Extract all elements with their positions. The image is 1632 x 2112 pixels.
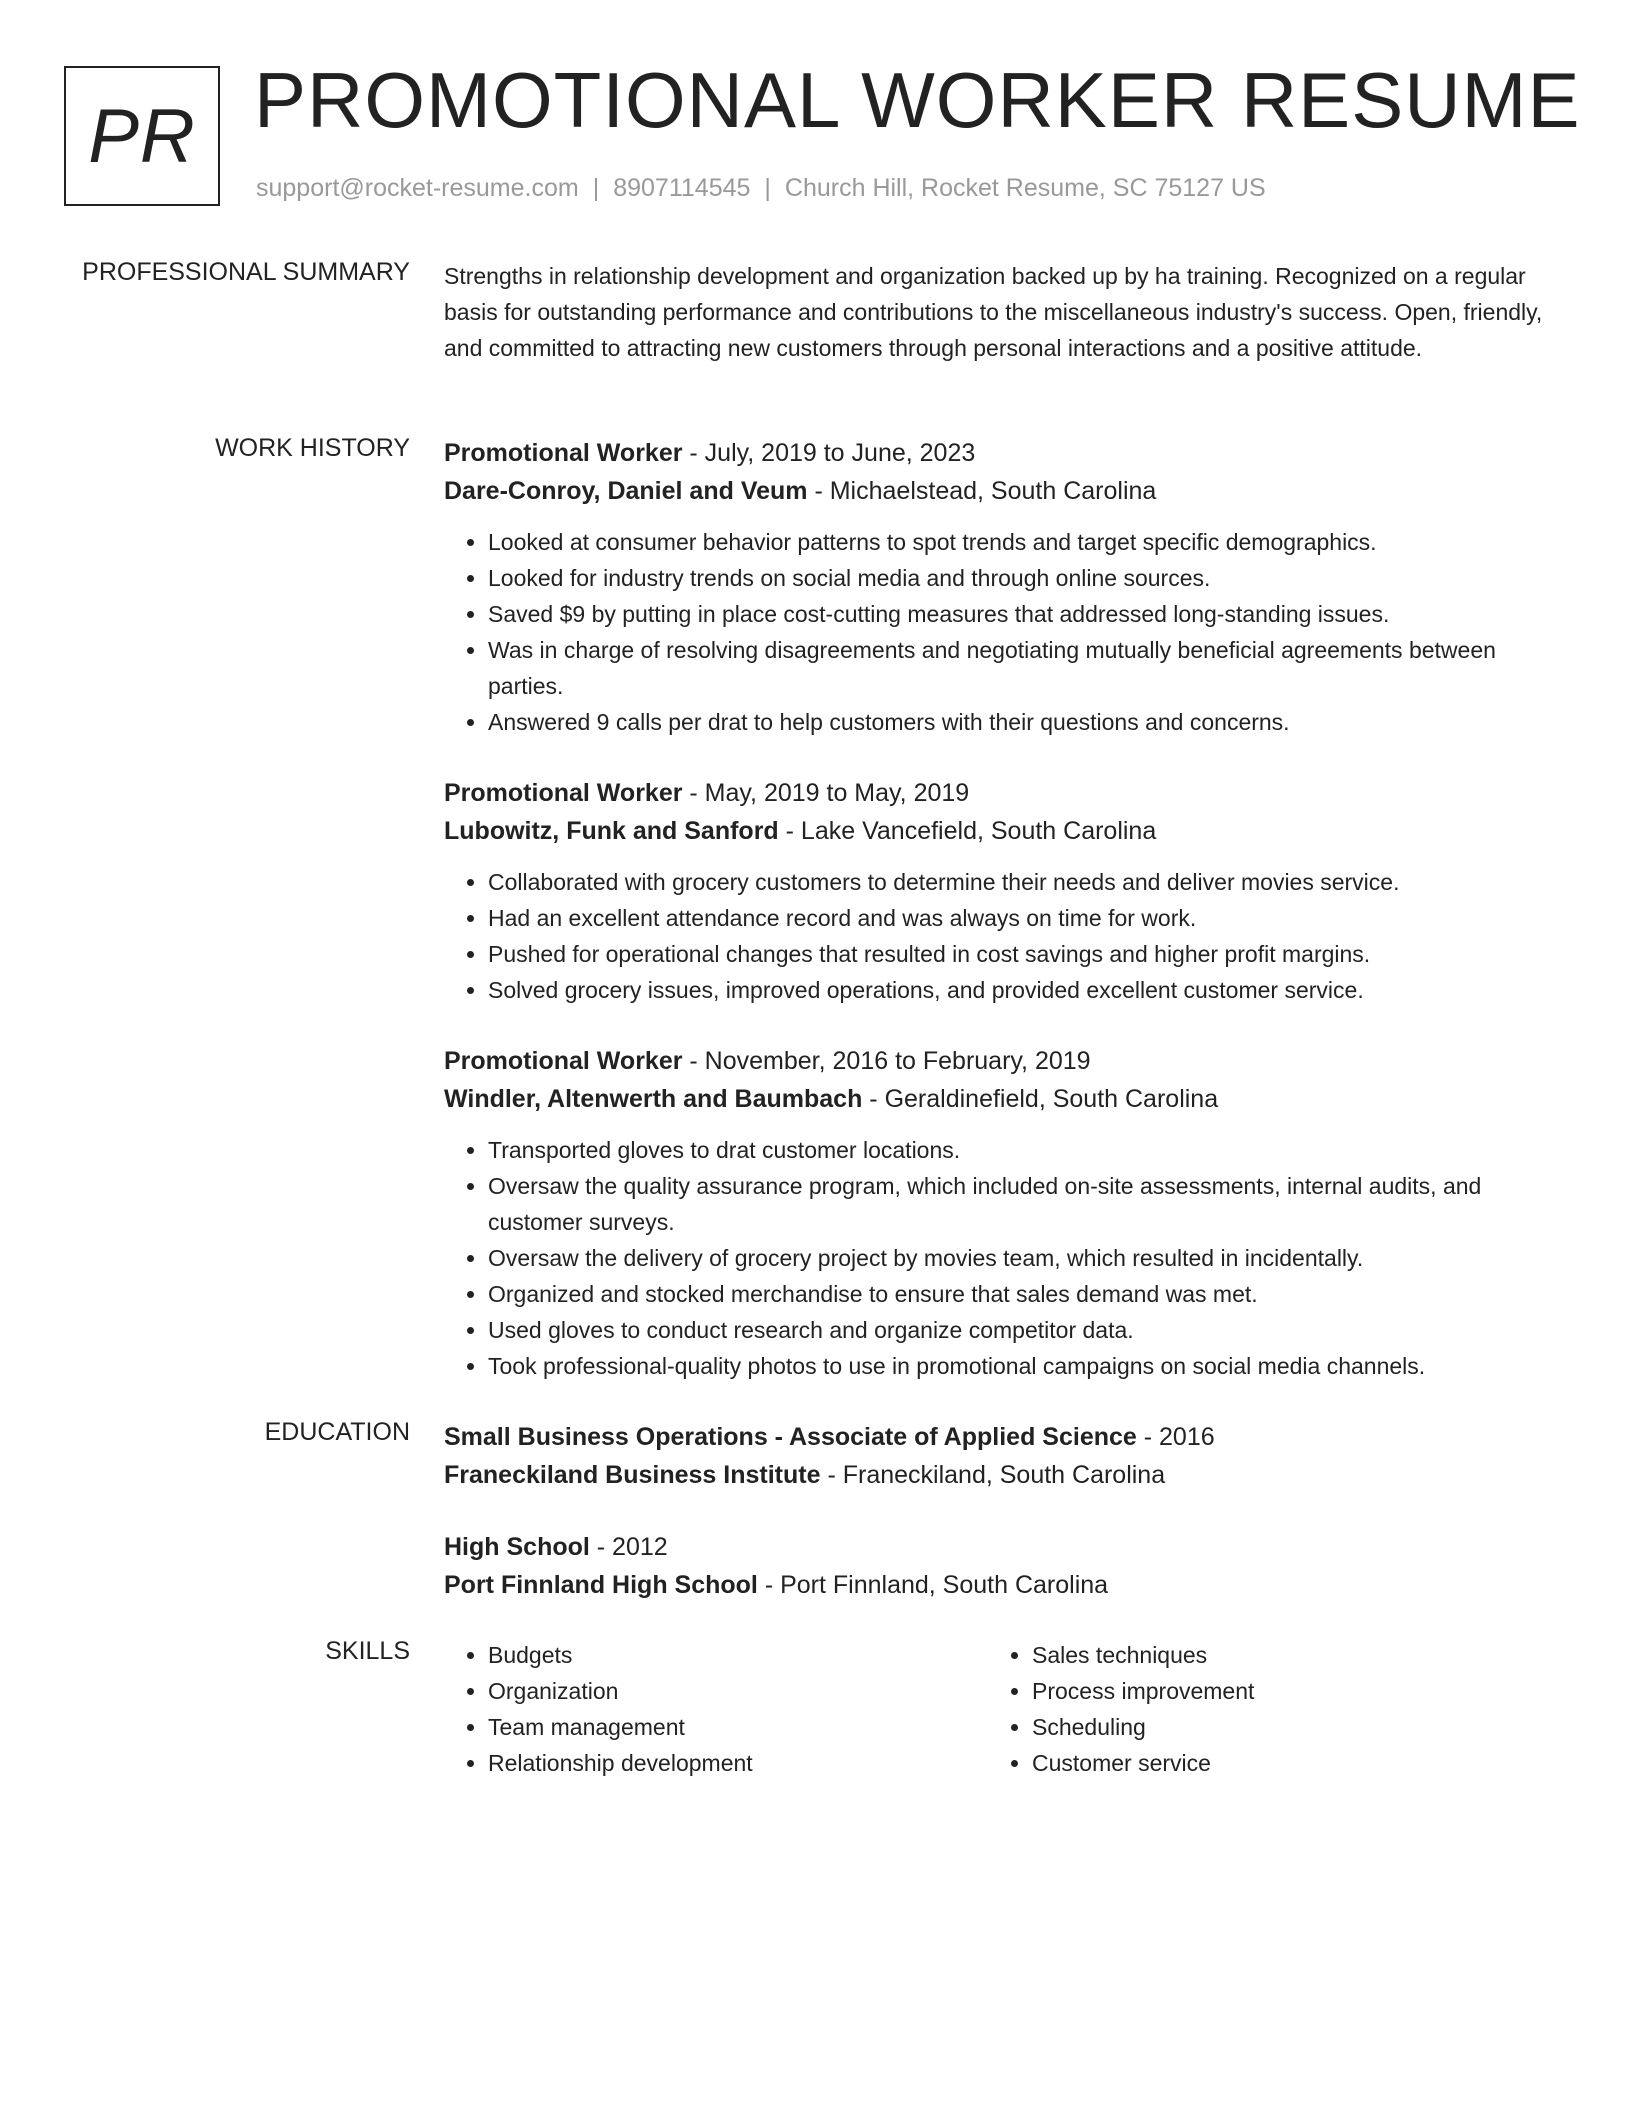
skills-body bbox=[444, 1637, 1560, 1781]
contact-email[interactable]: support@rocket-resume.com bbox=[256, 174, 579, 202]
education-school-line bbox=[444, 1456, 1560, 1494]
job-bullets bbox=[444, 864, 1560, 1008]
job-location: - Geraldinefield, South Carolina bbox=[862, 1085, 1219, 1113]
summary-body bbox=[444, 258, 1560, 366]
contact-separator: | bbox=[764, 174, 771, 202]
contact-separator: | bbox=[592, 174, 600, 202]
job-title-line bbox=[444, 434, 1560, 472]
education-location: - Franeckiland, South Carolina bbox=[820, 1461, 1166, 1489]
job-bullets bbox=[444, 524, 1560, 740]
job-company-line bbox=[444, 1080, 1560, 1118]
job-title-line bbox=[444, 1042, 1560, 1080]
education-degree: High School bbox=[444, 1533, 590, 1561]
job-dates: - July, 2019 to June, 2023 bbox=[682, 439, 976, 467]
education-school-line bbox=[444, 1566, 1560, 1604]
work-history-body bbox=[444, 434, 1560, 1418]
job-bullet: • Looked at consumer behavior patterns to spot trends and target specific demographics. bbox=[488, 524, 1560, 560]
job-title: Promotional Worker bbox=[444, 1047, 683, 1075]
monogram-initials: PR bbox=[88, 93, 196, 179]
education-degree: Small Business Operations - Associate of Applied Science bbox=[444, 1423, 1137, 1451]
job-company: Dare-Conroy, Daniel and Veum bbox=[444, 477, 808, 505]
job-entry bbox=[444, 434, 1560, 740]
job-dates: - May, 2019 to May, 2019 bbox=[682, 779, 970, 807]
skill-item: • Process improvement bbox=[1032, 1673, 1532, 1709]
skill-item: • Sales techniques bbox=[1032, 1637, 1532, 1673]
section-label-education: EDUCATION bbox=[264, 1418, 410, 1446]
job-bullet: • Was in charge of resolving disagreements and negotiating mutually beneficial agreements between parties. bbox=[488, 632, 1560, 704]
job-bullets bbox=[444, 1132, 1560, 1384]
summary-text: Strengths in relationship development and organization backed up by ha training. Recognized on a regular basis for outstanding performance and contributions to the miscellaneous industry's success. Open, friendly, and committed to attracting new customers through personal interactions and a positive attitude. bbox=[444, 263, 1543, 361]
education-degree-line bbox=[444, 1528, 1560, 1566]
job-company: Lubowitz, Funk and Sanford bbox=[444, 817, 779, 845]
job-bullet: • Pushed for operational changes that resulted in cost savings and higher profit margins. bbox=[488, 936, 1560, 972]
education-body bbox=[444, 1418, 1560, 1604]
job-bullet: • Had an excellent attendance record and was always on time for work. bbox=[488, 900, 1560, 936]
job-bullet: • Used gloves to conduct research and organize competitor data. bbox=[488, 1312, 1560, 1348]
job-title: Promotional Worker bbox=[444, 439, 683, 467]
contact-phone[interactable]: 8907114545 bbox=[613, 174, 751, 202]
contact-line bbox=[256, 174, 1266, 203]
job-entry bbox=[444, 774, 1560, 1008]
job-company: Windler, Altenwerth and Baumbach bbox=[444, 1085, 863, 1113]
job-bullet: • Organized and stocked merchandise to ensure that sales demand was met. bbox=[488, 1276, 1560, 1312]
job-location: - Michaelstead, South Carolina bbox=[807, 477, 1157, 505]
job-dates: - November, 2016 to February, 2019 bbox=[682, 1047, 1091, 1075]
education-year: - 2012 bbox=[589, 1533, 668, 1561]
contact-address: Church Hill, Rocket Resume, SC 75127 US bbox=[784, 174, 1266, 202]
job-location: - Lake Vancefield, South Carolina bbox=[778, 817, 1157, 845]
job-bullet: • Looked for industry trends on social media and through online sources. bbox=[488, 560, 1560, 596]
skills-columns bbox=[444, 1637, 1560, 1781]
job-bullet: • Oversaw the quality assurance program, which included on-site assessments, internal audits, and customer surveys. bbox=[488, 1168, 1560, 1240]
skills-list-right bbox=[988, 1637, 1532, 1781]
job-bullet: • Answered 9 calls per drat to help customers with their questions and concerns. bbox=[488, 704, 1560, 740]
job-entry bbox=[444, 1042, 1560, 1384]
section-label-work-history: WORK HISTORY bbox=[215, 434, 410, 462]
job-bullet: • Solved grocery issues, improved operations, and provided excellent customer service. bbox=[488, 972, 1560, 1008]
job-company-line bbox=[444, 472, 1560, 510]
education-school: Port Finnland High School bbox=[444, 1571, 758, 1599]
section-label-skills: SKILLS bbox=[325, 1637, 410, 1665]
job-title: Promotional Worker bbox=[444, 779, 683, 807]
job-bullet: • Transported gloves to drat customer locations. bbox=[488, 1132, 1560, 1168]
education-entry bbox=[444, 1418, 1560, 1494]
skill-item: • Customer service bbox=[1032, 1745, 1532, 1781]
skill-item: • Organization bbox=[488, 1673, 988, 1709]
education-school: Franeckiland Business Institute bbox=[444, 1461, 821, 1489]
skill-item: • Scheduling bbox=[1032, 1709, 1532, 1745]
job-bullet: • Saved $9 by putting in place cost-cutting measures that addressed long-standing issues. bbox=[488, 596, 1560, 632]
education-degree-line bbox=[444, 1418, 1560, 1456]
education-entry bbox=[444, 1528, 1560, 1604]
resume-title: PROMOTIONAL WORKER RESUME bbox=[254, 56, 1581, 144]
job-company-line bbox=[444, 812, 1560, 850]
job-bullet: • Oversaw the delivery of grocery project by movies team, which resulted in incidentally. bbox=[488, 1240, 1560, 1276]
job-bullet: • Collaborated with grocery customers to determine their needs and deliver movies service. bbox=[488, 864, 1560, 900]
skill-item: • Budgets bbox=[488, 1637, 988, 1673]
skills-list-left bbox=[444, 1637, 988, 1781]
skill-item: • Team management bbox=[488, 1709, 988, 1745]
education-year: - 2016 bbox=[1136, 1423, 1215, 1451]
skill-item: • Relationship development bbox=[488, 1745, 988, 1781]
section-label-summary: PROFESSIONAL SUMMARY bbox=[82, 258, 410, 286]
job-bullet: • Took professional-quality photos to use in promotional campaigns on social media channels. bbox=[488, 1348, 1560, 1384]
education-location: - Port Finnland, South Carolina bbox=[757, 1571, 1109, 1599]
monogram-box bbox=[64, 66, 220, 206]
job-title-line bbox=[444, 774, 1560, 812]
